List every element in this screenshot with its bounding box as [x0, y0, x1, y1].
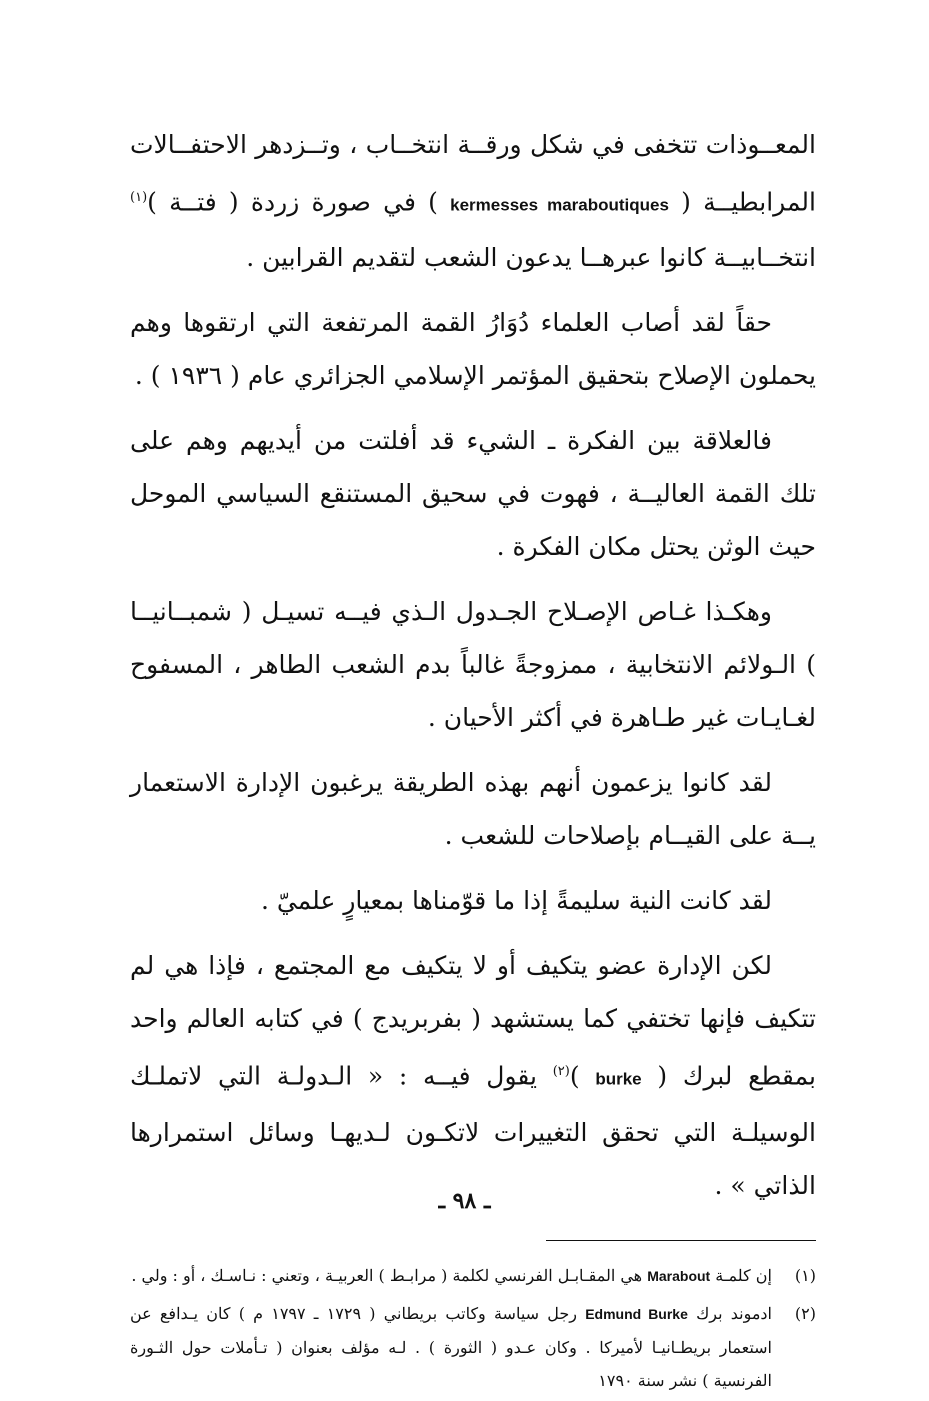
footnote-ref-2[interactable]: (٢) [552, 1064, 570, 1080]
paragraph-text: لكن الإدارة عضو يتكيف أو لا يتكيف مع المجتمع ، فإذا هي لم تتكيف فإنها تختفي كما يستشهد ( بفربريدج ) في كتابه العالم واحد بمقطع لبرك ( [130, 951, 816, 1091]
footnote-number: (٢) [794, 1303, 816, 1323]
page-number: ـ ٩٨ ـ [438, 1188, 491, 1214]
footnote-divider [546, 1240, 816, 1241]
footnote-2 [130, 1297, 816, 1397]
footnote-text-part: ادموند برك [687, 1303, 772, 1323]
footnote-text [130, 1297, 772, 1397]
footnote-ref-1[interactable]: (١) [130, 190, 148, 205]
paragraph-text: ) في صورة زردة ( فتــة ) [147, 187, 451, 217]
footnote-number: (١) [794, 1265, 816, 1285]
latin-term: burke [595, 1069, 642, 1089]
paragraph-3: فالعلاقة بين الفكرة ـ الشيء قد أفلتت من أيديهم وهم على تلك القمة العاليــة ، فهوت في سحيق المستنقع السياسي الموحل حيث الوثن يحتل مكان الفكرة . [130, 426, 816, 562]
footnote-text-part: رجل سياسة وكاتب بريطاني ( ١٧٢٩ ـ ١٧٩٧ م ) كان يـدافع عن استعمار بريطـانيـا لأميركا . وكان عـدو ( الثورة ) . لـه مؤلف بعنوان ( تـأملات حول الثـورة الفرنسية ) نشر سنة ١٧٩٠ [130, 1303, 772, 1390]
paragraph-6: لقد كانت النية سليمةً إذا ما قوّمناها بمعيارٍ علميّ . [261, 886, 772, 916]
footnote-text [130, 1259, 772, 1293]
footnote-1 [130, 1259, 816, 1293]
footnote-text-part: هي المقـابـل الفرنسي لكلمة ( مرابـط ) العربيـة ، وتعني : نـاسـك ، أو : ولي . [131, 1265, 648, 1285]
paragraph-4: وهكـذا غـاص الإصـلاح الجـدول الـذي فيــه تسيـل ( شمبــانيــا ) الـولائم الانتخابية ، ممزوجةً غالباً بدم الشعب الطاهر ، المسفوح لغـايـات غير طـاهرة في أكثر الأحيان . [130, 597, 816, 733]
paragraph-text: يقول فيــه : « الـدولـة التي لاتملـك الوسيلـة التي تحقق التغييرات لاتكـون لـديهـا وسائل استمرارها الذاتي » . [130, 1061, 816, 1200]
footnote-text-part: إن كلمـة [710, 1265, 772, 1285]
paragraph-text: انتخــابيــة كانوا عبرهــا يدعون الشعب لتقديم القرابين . [246, 243, 816, 273]
paragraph-5: لقد كانوا يزعمون أنهم بهذه الطريقة يرغبون الإدارة الاستعمار يــة على القيــام بإصلاحات للشعب . [130, 768, 816, 851]
latin-term: kermesses maraboutiques [450, 195, 669, 215]
paragraph-2: حقاً لقد أصاب العلماء دُوَارُ القمة المرتفعة التي ارتقوها وهم يحملون الإصلاح بتحقيق المؤتمر الإسلامي الجزائري عام ( ١٩٣٦ ) . [130, 308, 816, 391]
paragraph-text: ) [569, 1061, 596, 1091]
paragraph-7 [130, 939, 816, 1211]
paragraph-1 [130, 118, 816, 284]
latin-term: Edmund Burke [585, 1305, 688, 1322]
paragraph-text: المعــوذات تتخفى في شكل ورقــة انتخــاب ، وتــزدهر الاحتفــالات المرابطيــة ( [130, 130, 816, 217]
latin-term: Marabout [647, 1267, 711, 1284]
